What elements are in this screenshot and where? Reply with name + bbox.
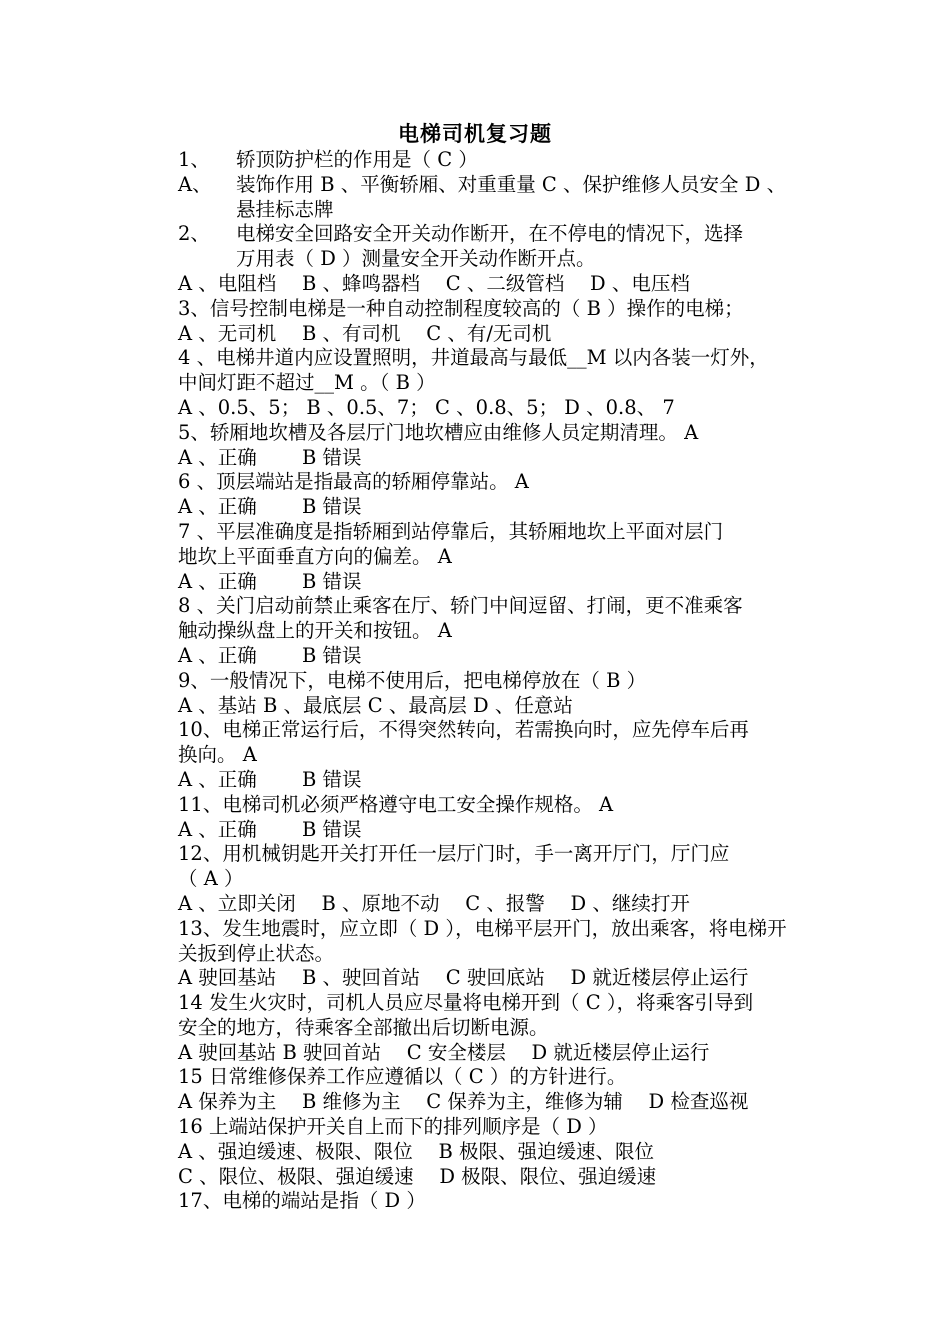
line-text: 万用表（ D ）测量安全开关动作断开点。 — [236, 247, 596, 271]
line-text: A 、正确 B 错误 — [178, 767, 362, 791]
line-text: A 、无司机 B 、有司机 C 、有/无司机 — [178, 321, 552, 345]
text-line — [178, 148, 818, 173]
line-text: 装饰作用 B 、平衡轿厢、对重重量 C 、保护维修人员安全 D 、 — [236, 172, 787, 196]
page-title: 电梯司机复习题 — [398, 121, 552, 146]
item-label: A、 — [178, 172, 212, 196]
line-text: 轿顶防护栏的作用是（ C ） — [236, 148, 478, 171]
text-line — [178, 917, 818, 942]
text-line — [178, 545, 818, 570]
text-line — [178, 966, 818, 991]
text-line — [178, 793, 818, 818]
line-text: 4 、电梯井道内应设置照明，井道最高与最低__M 以内各装一灯外， — [178, 346, 769, 370]
line-text: A 、0.5、5； B 、0.5、7； C 、0.8、5； D 、0.8、 7 — [178, 395, 675, 419]
text-line — [178, 867, 818, 892]
text-line — [178, 1189, 818, 1214]
line-text: 12、用机械钥匙开关打开任一层厅门时，手一离开厅门，厅门应 — [178, 842, 730, 866]
line-text: 11、电梯司机必须严格遵守电工安全操作规格。 A — [178, 792, 614, 816]
text-line — [178, 1140, 818, 1165]
line-text: 9、一般情况下，电梯不使用后，把电梯停放在（ B ） — [178, 668, 647, 692]
line-text: A 、电阻档 B 、蜂鸣器档 C 、二级管档 D 、电压档 — [178, 271, 690, 295]
text-line — [178, 173, 818, 198]
text-line — [178, 421, 818, 446]
line-text: 17、电梯的端站是指（ D ） — [178, 1189, 426, 1213]
line-text: 3、信号控制电梯是一种自动控制程度较高的（ B ）操作的电梯； — [178, 296, 744, 320]
line-text: 触动操纵盘上的开关和按钮。 A — [178, 619, 452, 643]
line-text: （ A ） — [178, 867, 244, 891]
line-text: 地坎上平面垂直方向的偏差。 A — [178, 544, 452, 568]
line-text: 电梯安全回路安全开关动作断开，在不停电的情况下，选择 — [236, 222, 744, 246]
text-line — [178, 1016, 818, 1041]
line-text: A 驶回基站 B 、驶回首站 C 驶回底站 D 就近楼层停止运行 — [178, 966, 749, 990]
text-line — [178, 619, 818, 644]
line-text: A 、正确 B 错误 — [178, 495, 362, 519]
text-line — [178, 346, 818, 371]
text-line — [178, 1115, 818, 1140]
text-line — [178, 570, 818, 595]
line-text: 安全的地方，待乘客全部撤出后切断电源。 — [178, 1015, 549, 1039]
line-text: A 驶回基站 B 驶回首站 C 安全楼层 D 就近楼层停止运行 — [178, 1040, 710, 1064]
line-text: 13、发生地震时，应立即（ D ），电梯平层开门，放出乘客，将电梯开 — [178, 916, 787, 940]
line-text: 7 、平层准确度是指轿厢到站停靠后，其轿厢地坎上平面对层门 — [178, 519, 724, 543]
text-line — [178, 371, 818, 396]
text-line — [178, 322, 818, 347]
text-line — [178, 743, 818, 768]
line-text: 6 、顶层端站是指最高的轿厢停靠站。 A — [178, 470, 529, 494]
line-text: A 、正确 B 错误 — [178, 569, 362, 593]
text-line — [178, 272, 818, 297]
line-text: A 、正确 B 错误 — [178, 817, 362, 841]
line-text: A 保养为主 B 维修为主 C 保养为主，维修为辅 D 检查巡视 — [178, 1090, 749, 1114]
text-line — [178, 396, 818, 421]
line-text: A 、立即关闭 B 、原地不动 C 、报警 D 、继续打开 — [178, 891, 690, 915]
text-line — [178, 247, 818, 272]
text-line — [178, 222, 818, 247]
text-line — [178, 198, 818, 223]
text-line — [178, 892, 818, 917]
text-line — [178, 470, 818, 495]
line-text: 关扳到停止状态。 — [178, 941, 335, 965]
line-text: A 、正确 B 错误 — [178, 445, 362, 469]
text-line — [178, 446, 818, 471]
text-line — [178, 768, 818, 793]
text-line — [178, 942, 818, 967]
line-text: A 、基站 B 、最底层 C 、最高层 D 、任意站 — [178, 693, 573, 717]
line-text: A 、强迫缓速、极限、限位 B 极限、强迫缓速、限位 — [178, 1139, 655, 1163]
line-text: 15 日常维修保养工作应遵循以（ C ）的方针进行。 — [178, 1065, 627, 1089]
text-line — [178, 694, 818, 719]
line-text: 悬挂标志牌 — [236, 197, 334, 221]
text-line — [178, 669, 818, 694]
text-line — [178, 644, 818, 669]
line-text: A 、正确 B 错误 — [178, 643, 362, 667]
text-line — [178, 718, 818, 743]
line-text: 10、电梯正常运行后，不得突然转向，若需换向时，应先停车后再 — [178, 718, 749, 742]
item-label: 1、 — [178, 148, 210, 171]
line-text: 5、轿厢地坎槽及各层厅门地坎槽应由维修人员定期清理。 A — [178, 420, 699, 444]
text-line — [178, 1165, 818, 1190]
text-line — [178, 495, 818, 520]
text-line — [178, 1065, 818, 1090]
line-text: 8 、关门启动前禁止乘客在厅、轿门中间逗留、打闹，更不准乘客 — [178, 594, 743, 618]
text-line — [178, 1090, 818, 1115]
line-text: 16 上端站保护开关自上而下的排列顺序是（ D ） — [178, 1115, 608, 1139]
text-line — [178, 594, 818, 619]
line-text: 换向。 A — [178, 743, 257, 767]
text-line — [178, 842, 818, 867]
text-line — [178, 1041, 818, 1066]
line-text: C 、限位、极限、强迫缓速 D 极限、限位、强迫缓速 — [178, 1164, 657, 1188]
line-text: 14 发生火灾时，司机人员应尽量将电梯开到（ C ），将乘客引导到 — [178, 991, 754, 1015]
question-list — [178, 148, 818, 1214]
text-line — [178, 520, 818, 545]
text-line — [178, 818, 818, 843]
item-label: 2、 — [178, 222, 210, 246]
text-line — [178, 297, 818, 322]
line-text: 中间灯距不超过__M 。（ B ） — [178, 371, 436, 395]
text-line — [178, 991, 818, 1016]
